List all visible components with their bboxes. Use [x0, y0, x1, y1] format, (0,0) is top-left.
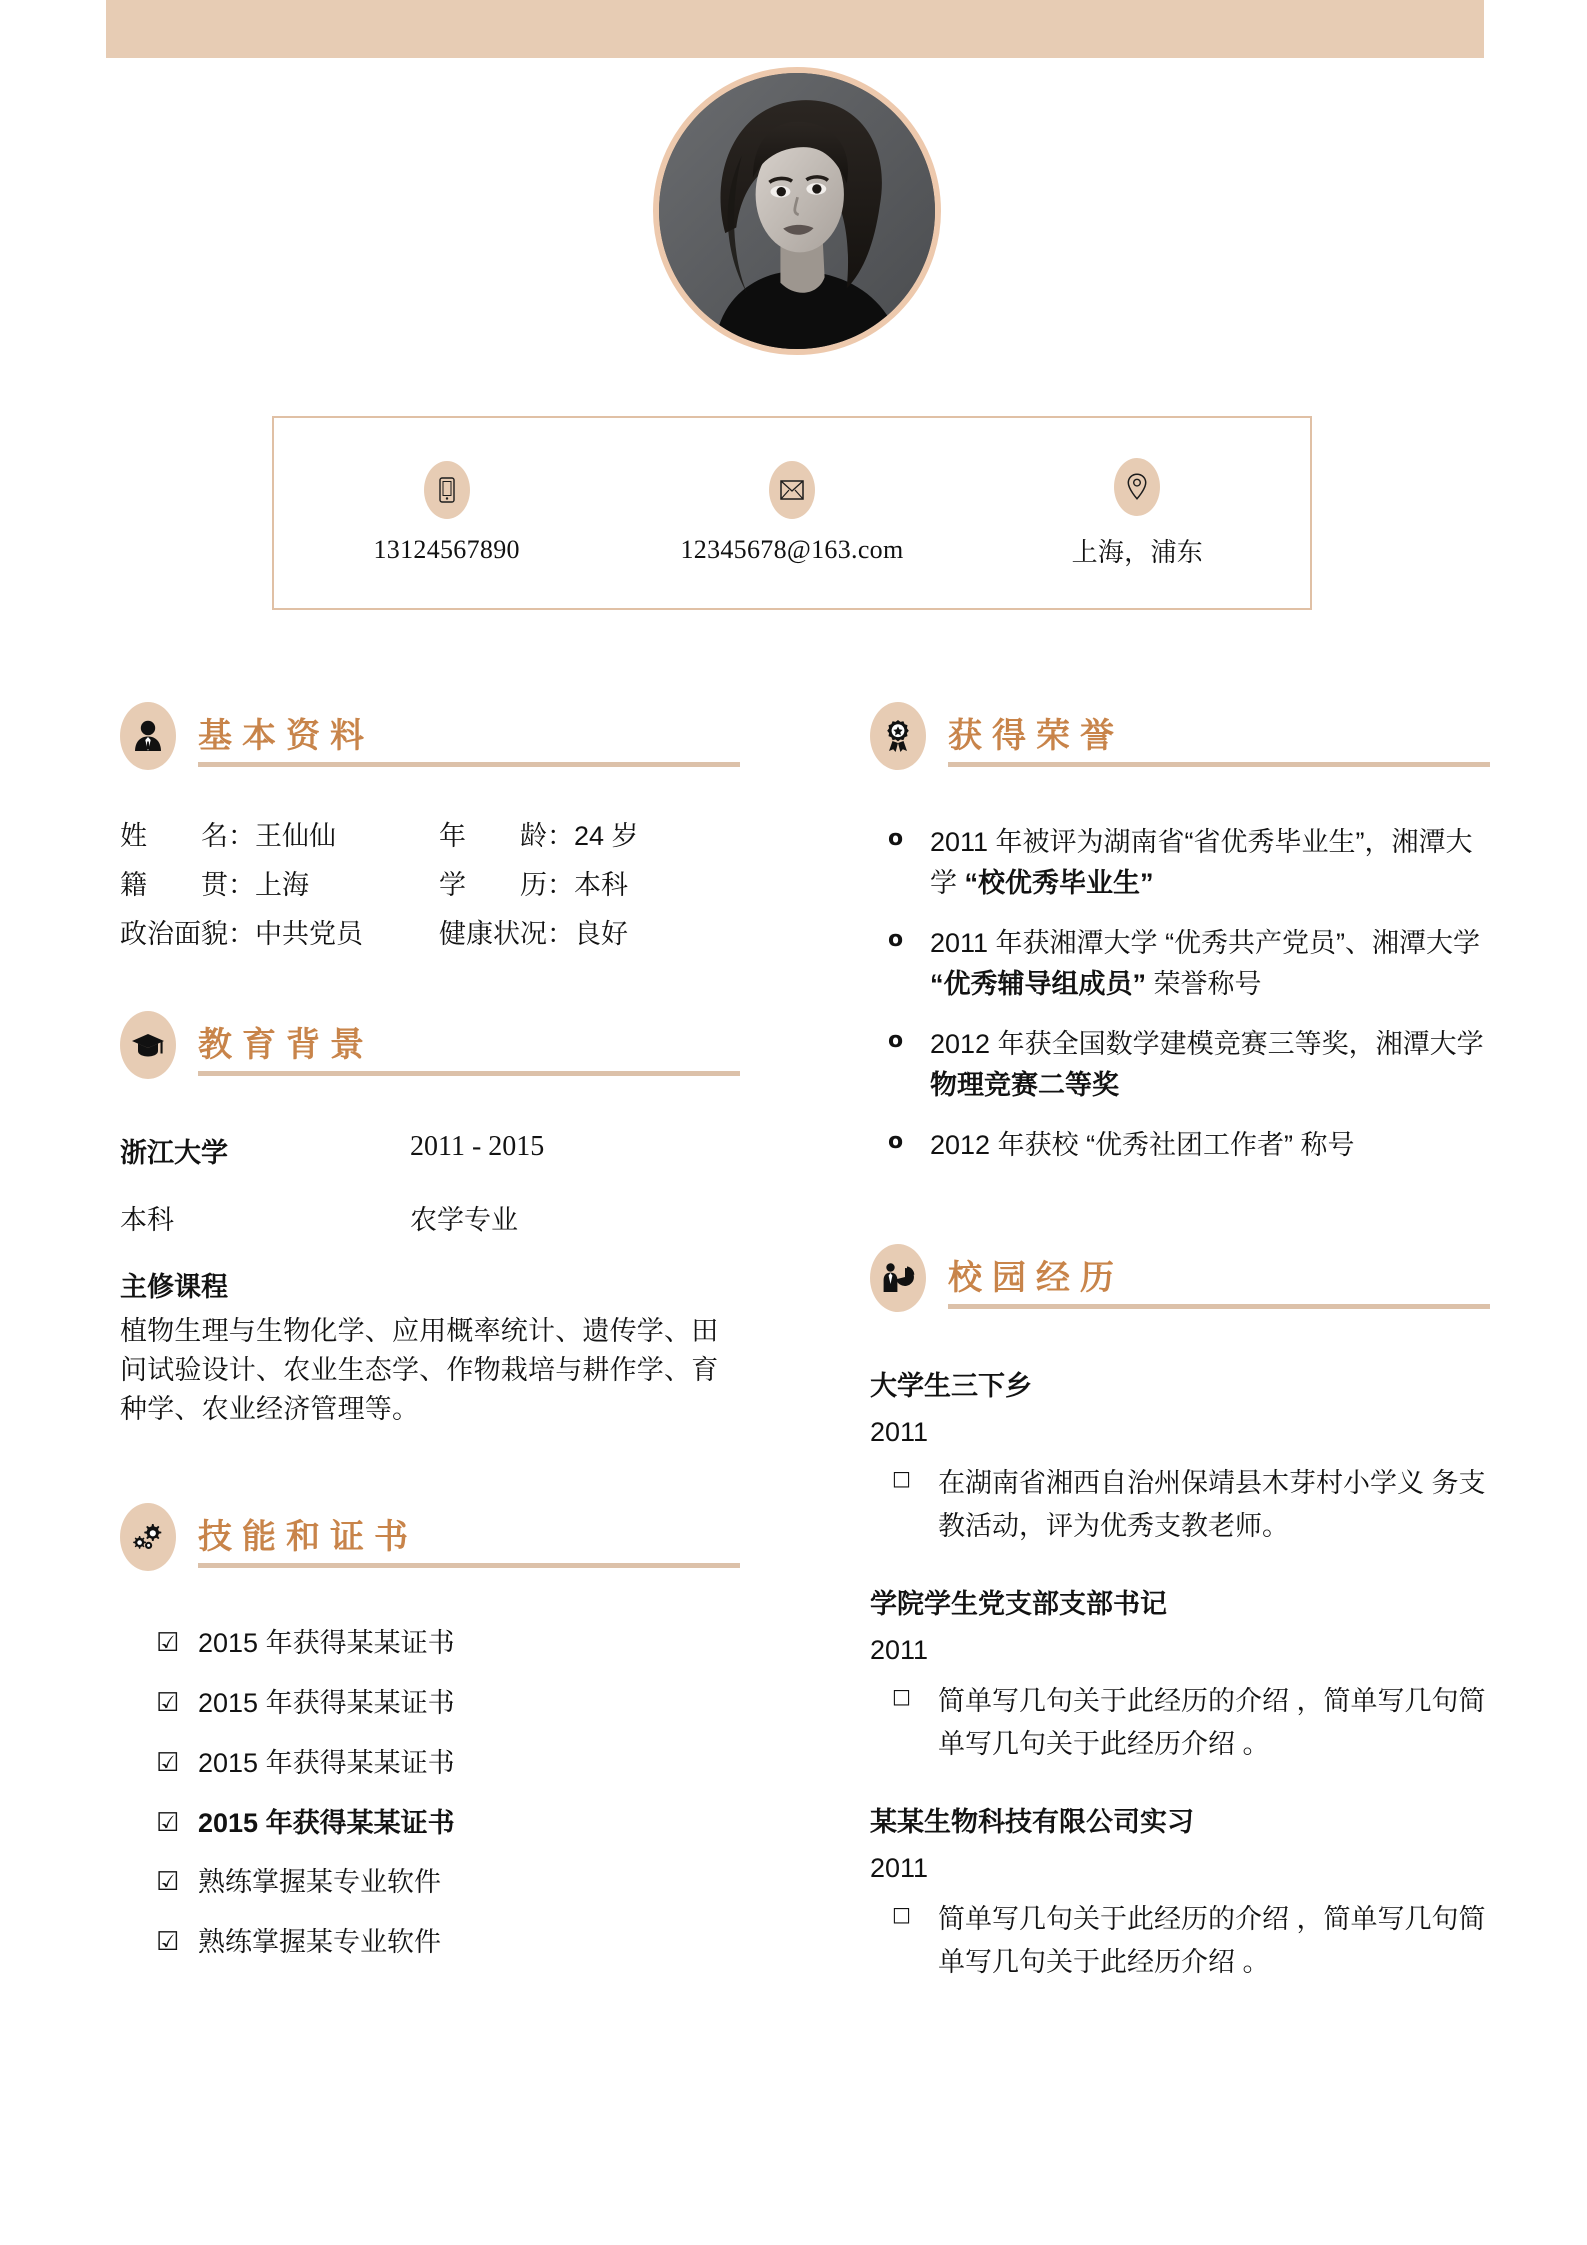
checkbox-icon[interactable]: ☑ [156, 1807, 180, 1838]
skill-text: 熟练掌握某专业软件 [198, 1927, 441, 1958]
section-header [870, 1242, 1490, 1334]
left-column [120, 700, 740, 1986]
square-bullet-icon: □ [892, 1465, 911, 1490]
contact-item-phone [274, 461, 619, 565]
honor-text-plain1: 2011 年获湘潭大学 “优秀共产党员”、湘潭大学 [930, 928, 1481, 958]
section-campus-experience [870, 1242, 1490, 1985]
ring-bullet-icon: o [888, 826, 904, 851]
list-item [870, 1024, 1490, 1105]
presenter-chart-icon [870, 1244, 926, 1312]
section-title-skills: 技能和证书 [198, 1517, 418, 1558]
checkbox-icon[interactable]: ☑ [156, 1747, 180, 1778]
checkbox-icon[interactable]: ☑ [156, 1628, 180, 1659]
ring-bullet-icon: o [888, 1028, 904, 1053]
top-header-band [106, 0, 1484, 58]
education-major: 农学专业 [410, 1205, 518, 1235]
phone-icon [424, 461, 470, 519]
skill-text: 2015 年获得某某证书 [198, 1628, 455, 1659]
info-label: 健康状况： [439, 919, 574, 949]
location-text: 上海，浦东 [1071, 537, 1204, 567]
honor-text-plain1: 2011 年被评为湖南省“省优秀毕业生”，湘潭大学 [930, 827, 1473, 898]
list-item [120, 1866, 740, 1900]
education-degree: 本科 [120, 1205, 174, 1235]
contact-item-email [619, 461, 964, 565]
section-divider [198, 1071, 740, 1076]
experience-year: 2011 [870, 1853, 929, 1884]
list-item [870, 1364, 1490, 1548]
honor-text-bold: “校优秀毕业生” [964, 867, 1154, 898]
basic-info-grid [120, 814, 740, 951]
info-value: 本科 [574, 870, 628, 900]
info-value: 上海 [255, 870, 309, 900]
ring-bullet-icon: o [888, 1129, 904, 1154]
section-divider [948, 1304, 1490, 1309]
honor-text [930, 1125, 1355, 1166]
section-divider [948, 762, 1490, 767]
section-title-honors: 获得荣誉 [948, 716, 1124, 756]
info-field-political-status [120, 912, 421, 951]
section-divider [198, 1563, 740, 1568]
profile-photo [653, 67, 941, 355]
section-header [870, 700, 1490, 792]
section-honors [870, 700, 1490, 1166]
section-header [120, 700, 740, 792]
section-basic-info [120, 700, 740, 951]
section-header [120, 1501, 740, 1593]
honor-text-plain1: 2012 年获校 “优秀社团工作者” 称号 [930, 1130, 1355, 1160]
experience-year: 2011 [870, 1634, 929, 1665]
honor-text-bold: “优秀辅导组成员” [930, 968, 1146, 999]
right-column [870, 700, 1490, 2019]
list-item [120, 1807, 740, 1841]
skill-text: 2015 年获得某某证书 [198, 1807, 455, 1838]
list-item [870, 1125, 1490, 1166]
graduation-cap-icon [120, 1011, 176, 1079]
checkbox-icon[interactable]: ☑ [156, 1927, 180, 1958]
experience-title: 某某生物科技有限公司实习 [870, 1807, 1194, 1838]
info-value: 良好 [574, 919, 628, 949]
person-icon [120, 702, 176, 770]
honor-text [930, 923, 1490, 1004]
honor-text-plain1: 2012 年获全国数学建模竞赛三等奖，湘潭大学 [930, 1029, 1484, 1059]
section-education [120, 1009, 740, 1429]
experience-description-text: 简单写几句关于此经历的介绍 ，简单写几句简单写几句关于此经历介绍 。 [938, 1904, 1486, 1978]
experience-description-text: 在湖南省湘西自治州保靖县木芽村小学义 务支教活动，评为优秀支教老师。 [938, 1467, 1486, 1541]
experience-description [870, 1462, 1490, 1548]
education-courses-text: 植物生理与生物化学、应用概率统计、遗传学、田问试验设计、农业生态学、作物栽培与耕作学、育种学、农业经济管理等。 [120, 1316, 719, 1425]
section-title-education: 教育背景 [198, 1025, 374, 1065]
contact-box [272, 416, 1312, 610]
contact-item-location [965, 458, 1310, 569]
section-skills [120, 1501, 740, 1960]
list-item [870, 1800, 1490, 1984]
gears-icon [120, 1503, 176, 1571]
experience-year: 2011 [870, 1416, 929, 1447]
honor-text [930, 822, 1490, 903]
award-medal-icon [870, 702, 926, 770]
section-divider [198, 762, 740, 767]
section-title-basic-info: 基本资料 [198, 716, 374, 756]
list-item [120, 1687, 740, 1721]
info-field-name [120, 814, 421, 853]
info-value: 中共党员 [255, 919, 363, 949]
section-header [120, 1009, 740, 1101]
list-item [870, 923, 1490, 1004]
list-item [120, 1747, 740, 1781]
education-row-degree [120, 1198, 740, 1237]
info-field-hometown [120, 863, 421, 902]
ring-bullet-icon: o [888, 927, 904, 952]
campus-experience-list [870, 1364, 1490, 1985]
info-field-age [439, 814, 740, 853]
info-field-health [439, 912, 740, 951]
square-bullet-icon: □ [892, 1683, 911, 1708]
education-courses-label: 主修课程 [120, 1272, 228, 1302]
education-years: 2011 - 2015 [410, 1131, 545, 1162]
experience-description-text: 简单写几句关于此经历的介绍 ，简单写几句简单写几句关于此经历介绍 。 [938, 1685, 1486, 1760]
section-title-campus: 校园经历 [948, 1257, 1124, 1298]
envelope-icon [769, 461, 815, 519]
education-school: 浙江大学 [120, 1138, 228, 1168]
honors-list [870, 822, 1490, 1166]
info-field-education-level [439, 863, 740, 902]
info-label: 籍 贯： [120, 870, 255, 900]
email-address: 12345678@163.com [680, 535, 904, 564]
info-label: 年 龄： [439, 821, 574, 851]
experience-description [870, 1680, 1490, 1766]
honor-text [930, 1024, 1490, 1105]
skill-text: 2015 年获得某某证书 [198, 1747, 455, 1778]
square-bullet-icon: □ [892, 1902, 911, 1927]
list-item [870, 822, 1490, 903]
skill-text: 2015 年获得某某证书 [198, 1688, 455, 1719]
list-item [120, 1627, 740, 1661]
education-entry [120, 1131, 740, 1429]
info-label: 姓 名： [120, 821, 255, 851]
info-label: 学 历： [439, 870, 574, 900]
portrait-photo-icon [659, 73, 935, 349]
experience-title: 大学生三下乡 [870, 1370, 1032, 1401]
list-item [870, 1582, 1490, 1766]
location-pin-icon [1114, 458, 1160, 516]
checkbox-icon[interactable]: ☑ [156, 1867, 180, 1898]
skill-text: 熟练掌握某专业软件 [198, 1867, 441, 1898]
phone-number: 13124567890 [373, 535, 520, 564]
checkbox-icon[interactable]: ☑ [156, 1688, 180, 1719]
honor-text-bold: 物理竞赛二等奖 [930, 1069, 1119, 1100]
list-item [120, 1926, 740, 1960]
info-value: 24 岁 [574, 821, 639, 851]
info-label: 政治面貌： [120, 919, 255, 949]
info-value: 王仙仙 [255, 821, 336, 851]
experience-description [870, 1898, 1490, 1984]
skills-list [120, 1627, 740, 1960]
education-row-school [120, 1131, 740, 1170]
experience-title: 学院学生党支部支部书记 [870, 1588, 1167, 1619]
honor-text-plain2: 荣誉称号 [1146, 968, 1262, 999]
